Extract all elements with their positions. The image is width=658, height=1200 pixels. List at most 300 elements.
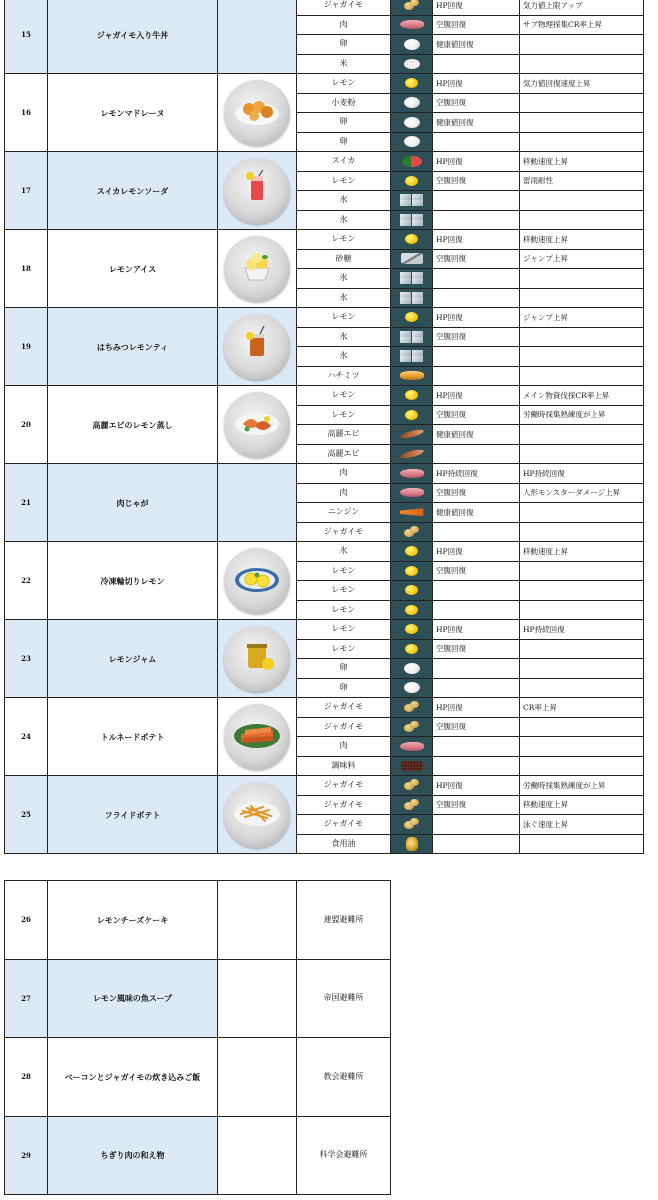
effect-primary	[433, 54, 520, 74]
recipe-number: 26	[5, 881, 48, 960]
effect-secondary	[520, 191, 644, 211]
recipe-name: ベーコンとジャガイモの炊き込みご飯	[48, 1038, 218, 1117]
recipe-name: 冷凍輪切りレモン	[48, 542, 218, 620]
effect-primary	[433, 737, 520, 757]
ingredient-name: 高麗エビ	[297, 444, 391, 464]
recipe-table	[4, 0, 644, 854]
ingredient-icon-cell	[391, 600, 433, 620]
shelter-location: 科学会避難所	[297, 1116, 391, 1195]
dish-image	[218, 698, 297, 776]
recipe-number: 15	[5, 0, 48, 74]
lemon-icon	[405, 585, 418, 595]
table-row	[5, 152, 644, 172]
ingredient-name: レモン	[297, 620, 391, 640]
effect-secondary: 労働時採集熟練度が上昇	[520, 776, 644, 796]
recipe-name: レモンチーズケーキ	[48, 881, 218, 960]
egg-icon	[404, 663, 420, 674]
recipe-name: レモンマドレーヌ	[48, 74, 218, 152]
ingredient-name: ジャガイモ	[297, 776, 391, 796]
ingredient-name: ジャガイモ	[297, 717, 391, 737]
ingredient-name: 卵	[297, 35, 391, 55]
shrimp-icon	[399, 448, 424, 460]
effect-secondary: 労働時採集熟練度が上昇	[520, 405, 644, 425]
ingredient-icon-cell	[391, 308, 433, 328]
recipe-number: 29	[5, 1116, 48, 1195]
dish-image	[218, 464, 297, 542]
lemon-icon	[405, 176, 418, 186]
ingredient-icon-cell	[391, 815, 433, 835]
dish-plate-icon	[224, 158, 290, 224]
tornado-icon	[227, 716, 287, 758]
effect-secondary: サブ物理採集CR率上昇	[520, 15, 644, 35]
jam-icon	[227, 638, 287, 680]
effect-secondary: 気力値回復速度上昇	[520, 74, 644, 94]
ingredient-icon-cell	[391, 405, 433, 425]
effect-primary	[433, 444, 520, 464]
effect-primary: 空腹回復	[433, 249, 520, 269]
lemon-icon	[405, 644, 418, 654]
lemon-icon	[405, 234, 418, 244]
dish-plate-icon	[224, 704, 290, 770]
effect-primary	[433, 834, 520, 854]
ingredient-icon-cell	[391, 210, 433, 230]
rice-icon	[404, 59, 420, 69]
potato-icon	[404, 721, 420, 733]
effect-secondary	[520, 717, 644, 737]
recipe-name: 肉じゃが	[48, 464, 218, 542]
recipe-number: 22	[5, 542, 48, 620]
ingredient-name: 肉	[297, 737, 391, 757]
recipe-name: ジャガイモ入り牛丼	[48, 0, 218, 74]
ingredient-name: 肉	[297, 483, 391, 503]
effect-primary: 空腹回復	[433, 15, 520, 35]
effect-secondary	[520, 210, 644, 230]
ingredient-icon-cell	[391, 35, 433, 55]
ingredient-name: 小麦粉	[297, 93, 391, 113]
ingredient-icon-cell	[391, 0, 433, 15]
effect-primary: 健康値回復	[433, 503, 520, 523]
shrimp-icon	[399, 428, 424, 440]
dish-plate-icon	[224, 548, 290, 614]
effect-secondary	[520, 425, 644, 445]
ingredient-name: 卵	[297, 113, 391, 133]
effect-primary: 空腹回復	[433, 483, 520, 503]
ingredient-name: 氷	[297, 210, 391, 230]
effect-secondary: メイン物資伐採CR率上昇	[520, 386, 644, 406]
effect-primary: HP回復	[433, 230, 520, 250]
ingredient-icon-cell	[391, 464, 433, 484]
ingredient-icon-cell	[391, 191, 433, 211]
soda-icon	[227, 170, 287, 212]
effect-secondary	[520, 347, 644, 367]
ingredient-icon-cell	[391, 425, 433, 445]
ice-icon	[400, 331, 424, 343]
ingredient-name: 氷	[297, 269, 391, 289]
effect-primary	[433, 191, 520, 211]
ingredient-icon-cell	[391, 366, 433, 386]
effect-primary: 空腹回復	[433, 639, 520, 659]
ingredient-icon-cell	[391, 132, 433, 152]
recipe-name: ちぎり肉の和え物	[48, 1116, 218, 1195]
dish-image	[218, 1038, 297, 1117]
ingredient-name: ジャガイモ	[297, 0, 391, 15]
location-row	[5, 1038, 391, 1117]
table-row	[5, 620, 644, 640]
recipe-name: フライドポテト	[48, 776, 218, 854]
carrot-icon	[400, 508, 424, 516]
effect-secondary	[520, 834, 644, 854]
effect-primary: HP回復	[433, 620, 520, 640]
effect-secondary	[520, 444, 644, 464]
ingredient-name: レモン	[297, 581, 391, 601]
dish-image	[218, 1116, 297, 1195]
ice-icon	[400, 350, 424, 362]
effect-primary	[433, 678, 520, 698]
potato-icon	[404, 0, 420, 11]
table-row	[5, 698, 644, 718]
shelter-location: 連盟避難所	[297, 881, 391, 960]
dish-image	[218, 776, 297, 854]
effect-primary: HP回復	[433, 0, 520, 15]
effect-secondary	[520, 327, 644, 347]
ingredient-icon-cell	[391, 171, 433, 191]
effect-secondary: 雷雨耐性	[520, 171, 644, 191]
effect-primary: HP回復	[433, 542, 520, 562]
effect-primary	[433, 132, 520, 152]
dish-image	[218, 542, 297, 620]
ingredient-icon-cell	[391, 561, 433, 581]
effect-secondary: ジャンプ上昇	[520, 249, 644, 269]
recipe-number: 23	[5, 620, 48, 698]
table-row	[5, 542, 644, 562]
effect-primary	[433, 756, 520, 776]
ingredient-name: 砂糖	[297, 249, 391, 269]
ingredient-icon-cell	[391, 522, 433, 542]
effect-primary: HP回復	[433, 308, 520, 328]
fries-icon	[227, 794, 287, 836]
ingredient-name: 高麗エビ	[297, 425, 391, 445]
meat-icon	[400, 20, 424, 29]
dish-image	[218, 386, 297, 464]
ingredient-icon-cell	[391, 503, 433, 523]
ingredient-icon-cell	[391, 737, 433, 757]
location-row	[5, 959, 391, 1038]
ingredient-name: レモン	[297, 74, 391, 94]
ingredient-name: ジャガイモ	[297, 815, 391, 835]
ingredient-name: 卵	[297, 659, 391, 679]
ingredient-icon-cell	[391, 327, 433, 347]
potato-icon	[404, 526, 420, 538]
effect-secondary	[520, 35, 644, 55]
effect-primary: 空腹回復	[433, 405, 520, 425]
effect-primary	[433, 366, 520, 386]
recipe-name: レモン風味の魚スープ	[48, 959, 218, 1038]
ingredient-icon-cell	[391, 54, 433, 74]
ingredient-name: 肉	[297, 15, 391, 35]
ingredient-icon-cell	[391, 230, 433, 250]
effect-secondary: 移動速度上昇	[520, 542, 644, 562]
effect-secondary: CR率上昇	[520, 698, 644, 718]
effect-primary	[433, 210, 520, 230]
effect-primary: HP回復	[433, 698, 520, 718]
recipe-name: 高麗エビのレモン蒸し	[48, 386, 218, 464]
potato-icon	[404, 701, 420, 713]
recipe-number: 19	[5, 308, 48, 386]
ingredient-name: ジャガイモ	[297, 698, 391, 718]
ingredient-name: 卵	[297, 132, 391, 152]
location-table	[4, 880, 391, 1195]
shelter-location: 教会避難所	[297, 1038, 391, 1117]
ice-icon	[400, 272, 424, 284]
effect-secondary	[520, 561, 644, 581]
ingredient-name: 氷	[297, 191, 391, 211]
tea-icon	[227, 326, 287, 368]
melon-icon	[402, 156, 422, 167]
effect-primary: HP回復	[433, 386, 520, 406]
location-row	[5, 881, 391, 960]
ingredient-name: レモン	[297, 561, 391, 581]
ingredient-name: ニンジン	[297, 503, 391, 523]
effect-secondary	[520, 639, 644, 659]
effect-secondary: HP持続回復	[520, 464, 644, 484]
ingredient-name: 食用油	[297, 834, 391, 854]
effect-secondary	[520, 678, 644, 698]
ingredient-icon-cell	[391, 795, 433, 815]
ingredient-icon-cell	[391, 152, 433, 172]
ingredient-name: 調味料	[297, 756, 391, 776]
ingredient-icon-cell	[391, 444, 433, 464]
spice-icon	[401, 761, 423, 771]
ingredient-icon-cell	[391, 639, 433, 659]
effect-secondary	[520, 503, 644, 523]
lemon-icon	[405, 390, 418, 400]
ingredient-name: 氷	[297, 542, 391, 562]
icecream-icon	[227, 248, 287, 290]
shrimp-icon	[227, 404, 287, 446]
flour-icon	[404, 97, 420, 108]
ingredient-name: レモン	[297, 308, 391, 328]
ingredient-icon-cell	[391, 698, 433, 718]
table-row	[5, 0, 644, 15]
ingredient-name: レモン	[297, 171, 391, 191]
effect-primary: 空腹回復	[433, 171, 520, 191]
ingredient-icon-cell	[391, 678, 433, 698]
ingredient-icon-cell	[391, 776, 433, 796]
ingredient-icon-cell	[391, 269, 433, 289]
sugar-icon	[401, 253, 423, 264]
ingredient-icon-cell	[391, 249, 433, 269]
egg-icon	[404, 682, 420, 693]
table-row	[5, 230, 644, 250]
madeleine-icon	[227, 92, 287, 134]
recipe-number: 17	[5, 152, 48, 230]
egg-icon	[404, 117, 420, 128]
effect-secondary	[520, 756, 644, 776]
ingredient-name: レモン	[297, 405, 391, 425]
potato-icon	[404, 799, 420, 811]
effect-primary	[433, 522, 520, 542]
ingredient-name: ハチミツ	[297, 366, 391, 386]
recipe-name: レモンジャム	[48, 620, 218, 698]
effect-primary	[433, 269, 520, 289]
effect-secondary	[520, 659, 644, 679]
dish-image	[218, 230, 297, 308]
meat-icon	[400, 488, 424, 497]
ingredient-name: 卵	[297, 678, 391, 698]
ingredient-icon-cell	[391, 483, 433, 503]
ingredient-icon-cell	[391, 288, 433, 308]
egg-icon	[404, 39, 420, 50]
lemon-icon	[405, 410, 418, 420]
recipe-number: 18	[5, 230, 48, 308]
effect-secondary	[520, 113, 644, 133]
recipe-number: 28	[5, 1038, 48, 1117]
ice-icon	[400, 292, 424, 304]
effect-secondary	[520, 581, 644, 601]
ingredient-icon-cell	[391, 93, 433, 113]
recipe-number: 27	[5, 959, 48, 1038]
effect-secondary	[520, 54, 644, 74]
ingredient-name: レモン	[297, 639, 391, 659]
meat-icon	[400, 469, 424, 478]
shelter-location: 帝国避難所	[297, 959, 391, 1038]
ingredient-name: 肉	[297, 464, 391, 484]
effect-secondary: 移動速度上昇	[520, 152, 644, 172]
effect-primary	[433, 815, 520, 835]
dish-image	[218, 959, 297, 1038]
dish-image	[218, 152, 297, 230]
effect-secondary	[520, 269, 644, 289]
ingredient-icon-cell	[391, 542, 433, 562]
lemon-icon	[405, 566, 418, 576]
effect-secondary	[520, 737, 644, 757]
ice-icon	[400, 214, 424, 226]
table-row	[5, 776, 644, 796]
effect-secondary: 気力値上限アップ	[520, 0, 644, 15]
effect-secondary	[520, 522, 644, 542]
effect-primary: HP回復	[433, 74, 520, 94]
ingredient-icon-cell	[391, 834, 433, 854]
effect-secondary: HP持続回復	[520, 620, 644, 640]
effect-primary: 健康値回復	[433, 113, 520, 133]
egg-icon	[404, 136, 420, 147]
effect-primary: HP持続回復	[433, 464, 520, 484]
effect-primary	[433, 347, 520, 367]
oil-icon	[406, 837, 418, 851]
ingredient-name: 氷	[297, 288, 391, 308]
dish-plate-icon	[224, 392, 290, 458]
dish-plate-icon	[224, 626, 290, 692]
meat-icon	[400, 742, 424, 751]
location-row	[5, 1116, 391, 1195]
effect-secondary: 人形モンスターダメージ上昇	[520, 483, 644, 503]
effect-secondary	[520, 600, 644, 620]
effect-primary	[433, 581, 520, 601]
ingredient-name: レモン	[297, 230, 391, 250]
table-row	[5, 74, 644, 94]
dish-plate-icon	[224, 236, 290, 302]
effect-primary	[433, 288, 520, 308]
effect-primary: 空腹回復	[433, 93, 520, 113]
ingredient-icon-cell	[391, 113, 433, 133]
table-row	[5, 308, 644, 328]
effect-secondary	[520, 288, 644, 308]
effect-secondary	[520, 366, 644, 386]
ingredient-icon-cell	[391, 347, 433, 367]
recipe-name: トルネードポテト	[48, 698, 218, 776]
effect-primary: HP回復	[433, 152, 520, 172]
recipe-name: スイカレモンソーダ	[48, 152, 218, 230]
honey-icon	[400, 371, 424, 380]
dish-image	[218, 881, 297, 960]
dish-plate-icon	[224, 782, 290, 848]
recipe-number: 25	[5, 776, 48, 854]
ingredient-name: レモン	[297, 386, 391, 406]
recipe-number: 24	[5, 698, 48, 776]
effect-secondary	[520, 132, 644, 152]
ingredient-icon-cell	[391, 581, 433, 601]
effect-primary: 空腹回復	[433, 561, 520, 581]
ingredient-name: レモン	[297, 600, 391, 620]
effect-secondary: 移動速度上昇	[520, 795, 644, 815]
table-row	[5, 386, 644, 406]
effect-primary: 健康値回復	[433, 425, 520, 445]
ingredient-name: 氷	[297, 347, 391, 367]
ingredient-icon-cell	[391, 756, 433, 776]
lemon-icon	[405, 78, 418, 88]
effect-secondary: 泳ぐ速度上昇	[520, 815, 644, 835]
dish-plate-icon	[224, 314, 290, 380]
lemon-icon	[405, 624, 418, 634]
ingredient-name: スイカ	[297, 152, 391, 172]
recipe-name: はちみつレモンティ	[48, 308, 218, 386]
effect-primary	[433, 659, 520, 679]
effect-primary: 空腹回復	[433, 327, 520, 347]
ingredient-name: ジャガイモ	[297, 795, 391, 815]
slices-icon	[227, 560, 287, 602]
ingredient-name: ジャガイモ	[297, 522, 391, 542]
effect-primary: 空腹回復	[433, 717, 520, 737]
ingredient-icon-cell	[391, 620, 433, 640]
lemon-icon	[405, 546, 418, 556]
ingredient-name: 米	[297, 54, 391, 74]
ingredient-icon-cell	[391, 659, 433, 679]
effect-secondary: 移動速度上昇	[520, 230, 644, 250]
table-row	[5, 464, 644, 484]
ice-icon	[400, 194, 424, 206]
effect-primary: 健康値回復	[433, 35, 520, 55]
effect-primary: HP回復	[433, 776, 520, 796]
dish-plate-icon	[224, 80, 290, 146]
potato-icon	[404, 779, 420, 791]
dish-image	[218, 74, 297, 152]
ingredient-icon-cell	[391, 15, 433, 35]
effect-primary: 空腹回復	[433, 795, 520, 815]
effect-primary	[433, 600, 520, 620]
recipe-name: レモンアイス	[48, 230, 218, 308]
dish-image	[218, 620, 297, 698]
recipe-number: 20	[5, 386, 48, 464]
lemon-icon	[405, 605, 418, 615]
recipe-number: 21	[5, 464, 48, 542]
ingredient-icon-cell	[391, 717, 433, 737]
effect-secondary: ジャンプ上昇	[520, 308, 644, 328]
potato-icon	[404, 818, 420, 830]
ingredient-icon-cell	[391, 386, 433, 406]
dish-image	[218, 308, 297, 386]
dish-image	[218, 0, 297, 74]
effect-secondary	[520, 93, 644, 113]
